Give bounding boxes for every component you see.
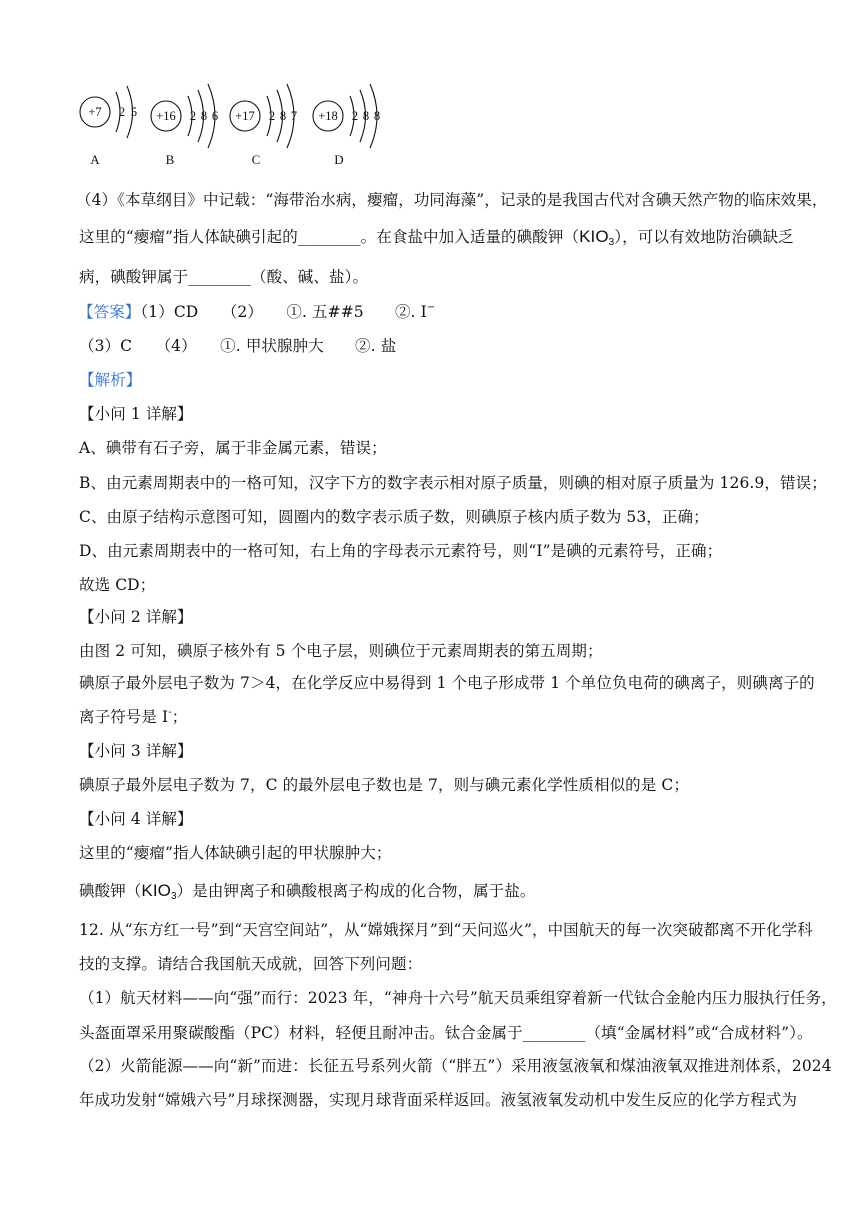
answer-line-2: （3）C （4） ①. 甲状腺肿大 ②. 盐: [79, 337, 397, 355]
atom-structure-diagrams: [74, 74, 414, 174]
section-heading-1: 【小问 1 详解】: [79, 405, 193, 423]
q4-line-2a: 这里的“瘿瘤”指人体缺碘引起的________。在食盐中加入适量的碘酸钾（: [79, 228, 580, 246]
section-heading-2: 【小问 2 详解】: [79, 608, 193, 626]
shell-count: 2: [118, 105, 126, 119]
answer-superscript: −: [426, 302, 436, 313]
nucleus-c: +17: [235, 109, 255, 123]
atom-label-b: B: [165, 152, 175, 167]
analysis-line: 碘原子最外层电子数为 7＞4，在化学反应中易得到 1 个电子形成带 1 个单位负电荷的碘离子，则碘离子的: [79, 674, 815, 692]
shell-count: 8: [279, 109, 287, 123]
shell-count: 8: [373, 109, 381, 123]
shell-count: 2: [189, 109, 197, 123]
q12-line-4: 头盔面罩采用聚碳酸酯（PC）材料，轻便且耐冲击。钛合金属于________（填“金属材料”或“合成材料”）。: [79, 1024, 813, 1042]
shell-count: 8: [362, 109, 370, 123]
answer-line-1: [78, 300, 435, 322]
shell-count: 8: [200, 109, 208, 123]
shell-count: 5: [130, 105, 138, 119]
q12-line-5: （2）火箭能源——向“新”而进：长征五号系列火箭（“胖五”）采用液氢液氧和煤油液氧双推进剂体系，2024: [79, 1057, 832, 1075]
formula-kio3: $KIO_3$: [141, 881, 177, 902]
analysis-line: 由图 2 可知，碘原子核外有 5 个电子层，则碘位于元素周期表的第五周期；: [79, 642, 603, 660]
atom-label-d: D: [334, 152, 344, 167]
nucleus-a: +7: [88, 105, 102, 119]
shell-count: 7: [290, 109, 298, 123]
section-heading-3: 【小问 3 详解】: [79, 742, 193, 760]
shell-count: 2: [268, 109, 276, 123]
nucleus-b: +16: [156, 109, 176, 123]
answer-text-1: （1）CD （2） ①. 五##5 ②. I: [140, 303, 427, 321]
shell-count: 6: [211, 109, 219, 123]
formula-kio3: $KIO_3$: [579, 227, 615, 248]
analysis-line: 这里的“瘿瘤”指人体缺碘引起的甲状腺肿大；: [79, 844, 392, 862]
q12-line-3: （1）航天材料——向“强”而行：2023 年，“神舟十六号”航天员乘组穿着新一代钛合金舱内压力服执行任务，: [79, 989, 837, 1007]
q4-line-2: [79, 225, 794, 248]
q12-line-2: 技的支撑。请结合我国航天成就，回答下列问题：: [79, 955, 423, 973]
shell-count: 2: [351, 109, 359, 123]
analysis-line: 碘原子最外层电子数为 7，C 的最外层电子数也是 7，则与碘元素化学性质相似的是 C；: [79, 776, 689, 794]
analysis-line: B、由元素周期表中的一格可知，汉字下方的数字表示相对原子质量，则碘的相对原子质量为 126.9，错误；: [79, 474, 827, 492]
answer-tag: 【答案】: [78, 303, 141, 321]
analysis-line: C、由原子结构示意图可知，圆圈内的数字表示质子数，则碘原子核内质子数为 53，正确；: [79, 508, 709, 526]
q4-line-1: （4）《本草纲目》中记载：“海带治水病，瘿瘤，功同海藻”，记录的是我国古代对含碘天然产物的临床效果，: [76, 191, 828, 209]
section-heading-4: 【小问 4 详解】: [79, 810, 193, 828]
analysis-line: 离子符号是 I-；: [79, 707, 188, 726]
analysis-line: A、碘带有石子旁，属于非金属元素，错误；: [79, 439, 387, 457]
analysis-line: 故选 CD；: [79, 576, 156, 594]
analysis-line: D、由元素周期表中的一格可知，右上角的字母表示元素符号，则“I”是碘的元素符号，正确；: [79, 542, 723, 560]
q4-line-2b: ），可以有效地防治碘缺乏: [614, 228, 794, 246]
atom-label-c: C: [251, 152, 261, 167]
atom-diagram-svg: [74, 74, 414, 174]
nucleus-d: +18: [318, 109, 338, 123]
analysis-line-kio3: 碘酸钾$(KIO_3)$是由钾离子和碘酸根离子构成的化合物，属于盐。: [79, 881, 536, 902]
q12-line-6: 年成功发射“嫦娥六号”月球探测器，实现月球背面采样返回。液氢液氧发动机中发生反应的化学方程式为: [79, 1091, 798, 1109]
analysis-tag: 【解析】: [79, 371, 142, 389]
atom-label-a: A: [90, 152, 100, 167]
q4-line-3: 病，碘酸钾属于________（酸、碱、盐）。: [79, 268, 369, 286]
q12-line-1: 12. 从“东方红一号”到“天宫空间站”，从“嫦娥探月”到“天问巡火”，中国航天的每一次突破都离不开化学科: [79, 921, 813, 939]
